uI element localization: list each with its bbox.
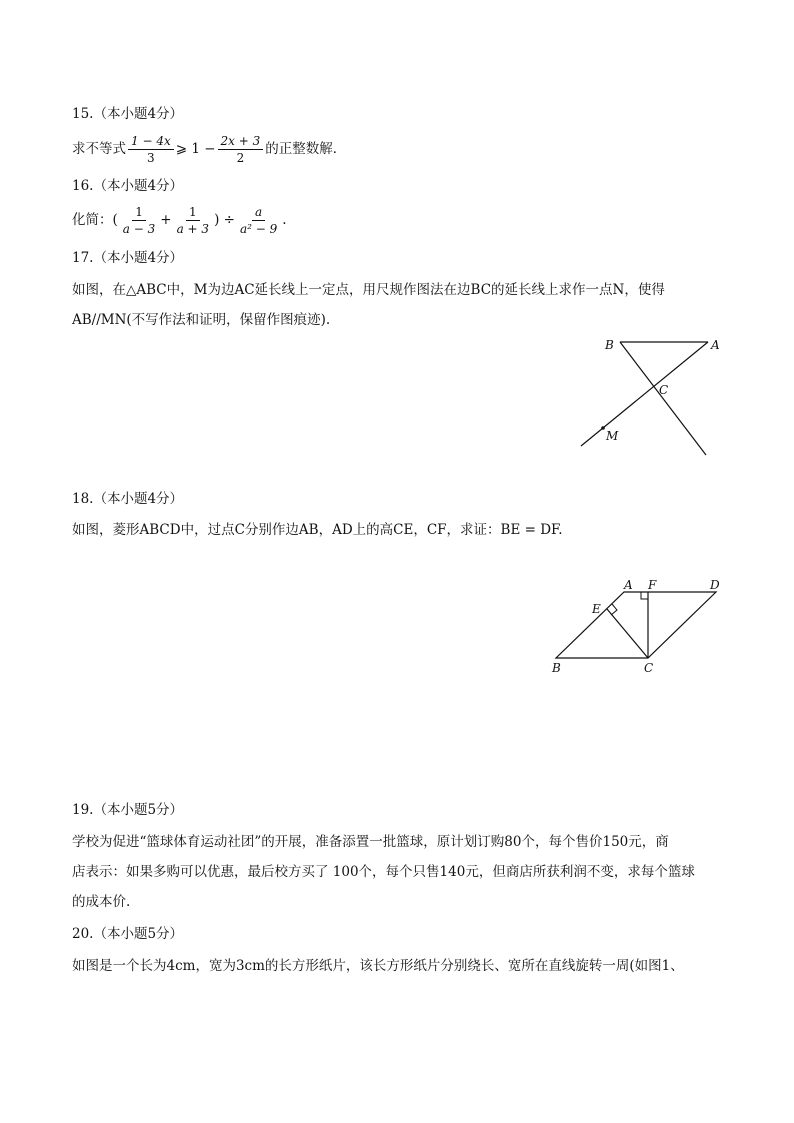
q16-header: 16.（本小题4分） (72, 178, 184, 194)
q15-header: 15.（本小题4分） (72, 106, 184, 122)
q17-line-BC-extended (620, 342, 706, 455)
q16-suffix: . (282, 212, 287, 228)
q15-fraction-2: $\frac{2x + 3}{2}$ (218, 134, 264, 165)
q18-right-angle-E (611, 604, 617, 615)
q18-rhombus-figure (540, 572, 730, 682)
q19-text-line-3: 的成本价. (72, 894, 131, 910)
q19-text-line-2: 店表示：如果多购可以优惠，最后校方买了 100个，每个只售140元，但商店所获利润不变，求每个篮球 (72, 864, 695, 880)
q17-text-line-2: AB//MN(不写作法和证明，保留作图痕迹). (72, 312, 331, 328)
q16-div: ) ÷ (214, 212, 235, 228)
q17-text-line-1: 如图，在△ABC中，M为边AC延长线上一定点，用尺规作图法在边BC的延长线上求作一点N，使得 (72, 282, 665, 298)
q17-label-B: B (605, 338, 614, 352)
q17-label-M: M (606, 429, 619, 443)
q20-text-line-1: 如图是一个长为4cm，宽为3cm的长方形纸片，该长方形纸片分别绕长、宽所在直线旋转一周(如图1、 (72, 958, 684, 974)
q18-right-angle-F (641, 592, 648, 599)
q15-prefix: 求不等式 (72, 141, 126, 157)
q17-header: 17.（本小题4分） (72, 250, 184, 266)
q16-statement (72, 204, 287, 236)
q17-label-A: A (711, 338, 720, 352)
q16-fraction-1: $\frac{1}{a - 3}$ (122, 205, 156, 236)
q19-header: 19.（本小题5分） (72, 802, 184, 818)
q15-fraction-1: $\frac{1 - 4x}{3}$ (128, 134, 174, 165)
q17-line-AM (581, 342, 708, 446)
q18-label-F: F (648, 578, 657, 592)
q18-label-A: A (624, 578, 633, 592)
q18-rhombus-ABCD (556, 592, 716, 658)
q18-label-C: C (644, 661, 654, 675)
q16-prefix: 化简：( (72, 212, 118, 228)
q18-label-B: B (552, 661, 561, 675)
q16-plus: + (160, 212, 172, 228)
q15-statement (72, 133, 346, 165)
q16-fraction-2: $\frac{1}{a + 3}$ (176, 205, 210, 236)
q19-text-line-1: 学校为促进“篮球体育运动社团”的开展，准备添置一批篮球，原计划订购80个，每个售价150元，商 (72, 834, 669, 850)
q17-label-C: C (659, 383, 669, 397)
q18-label-E: E (592, 602, 601, 616)
q18-text: 如图，菱形ABCD中，过点C分别作边AB，AD上的高CE，CF，求证：BE = DF. (72, 522, 563, 538)
q15-suffix: 的正整数解． (265, 141, 347, 157)
q17-point-M (601, 426, 605, 430)
q20-header: 20.（本小题5分） (72, 926, 184, 942)
q15-middle: ⩾ 1 − (175, 141, 216, 157)
q18-label-D: D (710, 578, 720, 592)
q18-header: 18.（本小题4分） (72, 491, 184, 507)
q18-height-CE (607, 609, 648, 658)
q16-fraction-3: $\frac{a}{\text{a² − 9}}$ (239, 205, 278, 236)
q17-triangle-figure (570, 330, 740, 460)
